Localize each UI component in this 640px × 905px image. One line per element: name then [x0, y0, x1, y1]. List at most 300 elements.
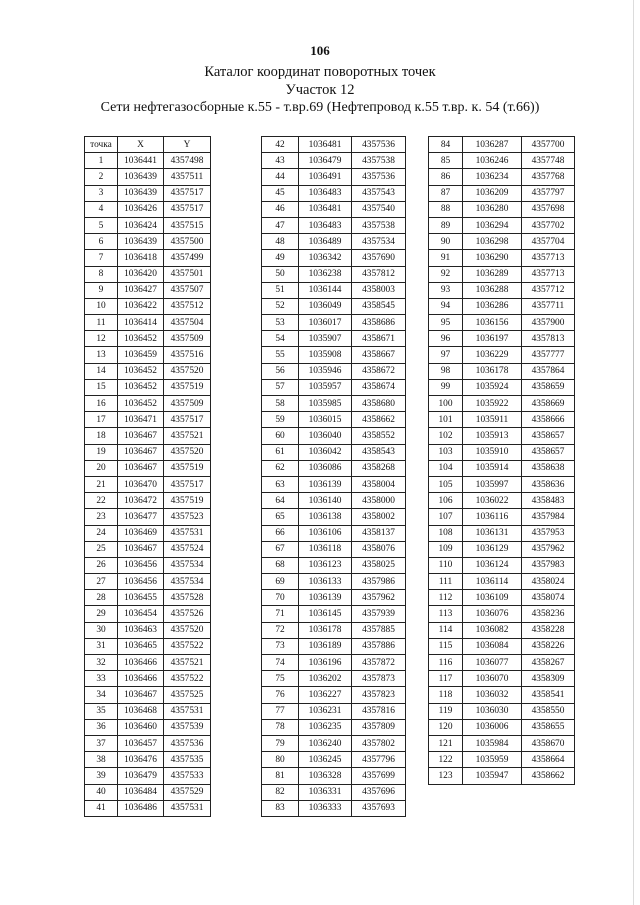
point-number: 51	[262, 282, 299, 298]
point-number: 55	[262, 347, 299, 363]
coord-y: 4357711	[522, 298, 575, 314]
coord-y: 4357690	[352, 250, 406, 266]
coord-x: 1036238	[299, 266, 352, 282]
coord-y: 4358636	[522, 476, 575, 492]
table-row	[262, 800, 406, 816]
coord-x: 1036486	[118, 800, 164, 816]
point-number: 74	[262, 655, 299, 671]
coord-y: 4357813	[522, 331, 575, 347]
table-row	[429, 185, 575, 201]
coord-x: 1036286	[463, 298, 522, 314]
point-number: 92	[429, 266, 463, 282]
coord-x: 1036049	[299, 298, 352, 314]
coord-x: 1036479	[118, 768, 164, 784]
table-header-row	[85, 137, 211, 153]
table-row	[85, 396, 211, 412]
table-row	[429, 606, 575, 622]
coord-y: 4357524	[164, 541, 211, 557]
coord-x: 1036467	[118, 687, 164, 703]
coord-x: 1036109	[463, 590, 522, 606]
coord-y: 4357523	[164, 509, 211, 525]
coord-x: 1036452	[118, 331, 164, 347]
coord-x: 1035997	[463, 476, 522, 492]
coord-x: 1035914	[463, 460, 522, 476]
table-row	[262, 379, 406, 395]
coord-x: 1036333	[299, 800, 352, 816]
coord-y: 4358025	[352, 557, 406, 573]
coord-x: 1036082	[463, 622, 522, 638]
point-number: 57	[262, 379, 299, 395]
coord-x: 1036290	[463, 250, 522, 266]
coord-y: 4357986	[352, 574, 406, 590]
table-row	[85, 266, 211, 282]
network-subtitle: Сети нефтегазосборные к.55 - т.вр.69 (Нефтепровод к.55 т.вр. к. 54 (т.66))	[100, 100, 540, 115]
coord-y: 4357525	[164, 687, 211, 703]
table-row	[85, 638, 211, 654]
coord-y: 4358004	[352, 476, 406, 492]
table-row	[85, 719, 211, 735]
table-row	[85, 185, 211, 201]
coord-y: 4357534	[164, 574, 211, 590]
point-number: 111	[429, 574, 463, 590]
table-row	[262, 412, 406, 428]
table-row	[85, 347, 211, 363]
coord-y: 4357748	[522, 153, 575, 169]
coord-y: 4357504	[164, 315, 211, 331]
point-number: 36	[85, 719, 118, 735]
table-row	[262, 557, 406, 573]
point-number: 105	[429, 476, 463, 492]
table-row	[262, 703, 406, 719]
table-row	[85, 282, 211, 298]
coord-y: 4357713	[522, 266, 575, 282]
coord-y: 4357700	[522, 137, 575, 153]
coord-x: 1036245	[299, 752, 352, 768]
coord-x: 1036465	[118, 638, 164, 654]
table-row	[262, 250, 406, 266]
point-number: 22	[85, 493, 118, 509]
coord-y: 4357515	[164, 217, 211, 233]
coord-y: 4358236	[522, 606, 575, 622]
table-row	[429, 137, 575, 153]
coord-y: 4357531	[164, 703, 211, 719]
point-number: 87	[429, 185, 463, 201]
table-row	[262, 541, 406, 557]
table-row	[262, 671, 406, 687]
coord-x: 1036479	[299, 153, 352, 169]
table-row	[85, 444, 211, 460]
point-number: 52	[262, 298, 299, 314]
table-row	[429, 217, 575, 233]
table-row	[429, 622, 575, 638]
coord-y: 4358074	[522, 590, 575, 606]
point-number: 97	[429, 347, 463, 363]
point-number: 85	[429, 153, 463, 169]
coord-x: 1035946	[299, 363, 352, 379]
point-number: 9	[85, 282, 118, 298]
coordinates-table-2	[261, 136, 406, 817]
coord-y: 4358541	[522, 687, 575, 703]
point-number: 53	[262, 315, 299, 331]
coord-x: 1036463	[118, 622, 164, 638]
point-number: 49	[262, 250, 299, 266]
point-number: 96	[429, 331, 463, 347]
coord-x: 1036483	[299, 217, 352, 233]
point-number: 115	[429, 638, 463, 654]
point-number: 37	[85, 735, 118, 751]
coord-y: 4357519	[164, 460, 211, 476]
point-number: 50	[262, 266, 299, 282]
coord-x: 1035985	[299, 396, 352, 412]
coord-y: 4357953	[522, 525, 575, 541]
coord-x: 1036470	[118, 476, 164, 492]
coord-y: 4357983	[522, 557, 575, 573]
coord-y: 4357509	[164, 396, 211, 412]
coord-y: 4358552	[352, 428, 406, 444]
coord-y: 4357521	[164, 428, 211, 444]
coord-y: 4358003	[352, 282, 406, 298]
table-row	[429, 752, 575, 768]
coord-y: 4357872	[352, 655, 406, 671]
coord-y: 4357521	[164, 655, 211, 671]
coord-x: 1035910	[463, 444, 522, 460]
coord-y: 4358543	[352, 444, 406, 460]
coord-y: 4358545	[352, 298, 406, 314]
coord-x: 1036471	[118, 412, 164, 428]
table-row	[262, 266, 406, 282]
table-row	[85, 703, 211, 719]
table-row	[262, 622, 406, 638]
point-number: 120	[429, 719, 463, 735]
table-row	[85, 363, 211, 379]
point-number: 78	[262, 719, 299, 735]
scan-edge	[633, 0, 634, 905]
coord-y: 4358662	[522, 768, 575, 784]
point-number: 86	[429, 169, 463, 185]
table-row	[85, 655, 211, 671]
coord-y: 4358000	[352, 493, 406, 509]
coord-x: 1036457	[118, 735, 164, 751]
point-number: 110	[429, 557, 463, 573]
point-number: 94	[429, 298, 463, 314]
coord-x: 1036298	[463, 234, 522, 250]
coordinates-table-3	[428, 136, 575, 785]
table-row	[262, 234, 406, 250]
table-row	[85, 460, 211, 476]
table-row	[262, 590, 406, 606]
table-row	[429, 169, 575, 185]
page-number: 106	[310, 43, 330, 58]
coord-y: 4358024	[522, 574, 575, 590]
coord-y: 4357500	[164, 234, 211, 250]
point-number: 123	[429, 768, 463, 784]
point-number: 27	[85, 574, 118, 590]
point-number: 122	[429, 752, 463, 768]
coord-x: 1036178	[463, 363, 522, 379]
table-row	[85, 428, 211, 444]
point-number: 114	[429, 622, 463, 638]
coord-x: 1036456	[118, 574, 164, 590]
point-number: 66	[262, 525, 299, 541]
coord-y: 4358226	[522, 638, 575, 654]
table-row	[262, 331, 406, 347]
table-row	[262, 655, 406, 671]
point-number: 14	[85, 363, 118, 379]
table-row	[85, 768, 211, 784]
coord-y: 4357713	[522, 250, 575, 266]
coord-x: 1036477	[118, 509, 164, 525]
point-number: 103	[429, 444, 463, 460]
table-row	[262, 768, 406, 784]
header-point: точка	[85, 137, 118, 153]
point-number: 56	[262, 363, 299, 379]
coord-x: 1036106	[299, 525, 352, 541]
table-row	[85, 250, 211, 266]
table-row	[85, 687, 211, 703]
table-row	[262, 363, 406, 379]
point-number: 31	[85, 638, 118, 654]
coord-x: 1036032	[463, 687, 522, 703]
coord-x: 1036466	[118, 671, 164, 687]
point-number: 101	[429, 412, 463, 428]
coord-y: 4357520	[164, 444, 211, 460]
table-row	[262, 153, 406, 169]
coord-y: 4357539	[164, 719, 211, 735]
coord-x: 1036189	[299, 638, 352, 654]
table-row	[85, 557, 211, 573]
point-number: 20	[85, 460, 118, 476]
coord-y: 4357768	[522, 169, 575, 185]
point-number: 12	[85, 331, 118, 347]
point-number: 63	[262, 476, 299, 492]
point-number: 15	[85, 379, 118, 395]
coord-x: 1036040	[299, 428, 352, 444]
table-row	[429, 412, 575, 428]
table-row	[429, 379, 575, 395]
coord-y: 4357538	[352, 153, 406, 169]
point-number: 113	[429, 606, 463, 622]
coord-y: 4357696	[352, 784, 406, 800]
coord-x: 1036439	[118, 169, 164, 185]
coord-x: 1036197	[463, 331, 522, 347]
coord-x: 1035911	[463, 412, 522, 428]
coord-x: 1036006	[463, 719, 522, 735]
table-row	[429, 153, 575, 169]
coord-y: 4358674	[352, 379, 406, 395]
coord-y: 4358671	[352, 331, 406, 347]
point-number: 24	[85, 525, 118, 541]
coord-y: 4357509	[164, 331, 211, 347]
table-row	[262, 735, 406, 751]
point-number: 90	[429, 234, 463, 250]
table-row	[262, 282, 406, 298]
coord-x: 1036042	[299, 444, 352, 460]
table-row	[262, 347, 406, 363]
coord-y: 4357693	[352, 800, 406, 816]
coord-x: 1036328	[299, 768, 352, 784]
coord-y: 4357529	[164, 784, 211, 800]
coord-x: 1036467	[118, 460, 164, 476]
coord-x: 1036202	[299, 671, 352, 687]
table-row	[262, 315, 406, 331]
coord-y: 4357534	[164, 557, 211, 573]
coord-x: 1035959	[463, 752, 522, 768]
point-number: 4	[85, 201, 118, 217]
table-row	[262, 784, 406, 800]
coord-x: 1036131	[463, 525, 522, 541]
coord-x: 1036235	[299, 719, 352, 735]
coord-x: 1036467	[118, 541, 164, 557]
coord-x: 1036452	[118, 379, 164, 395]
point-number: 76	[262, 687, 299, 703]
coord-y: 4358670	[522, 735, 575, 751]
table-row	[429, 476, 575, 492]
coord-y: 4357507	[164, 282, 211, 298]
coord-x: 1036144	[299, 282, 352, 298]
point-number: 108	[429, 525, 463, 541]
coord-y: 4358672	[352, 363, 406, 379]
table-row	[85, 606, 211, 622]
coord-x: 1035984	[463, 735, 522, 751]
coord-y: 4357533	[164, 768, 211, 784]
table-row	[429, 460, 575, 476]
table-row	[262, 493, 406, 509]
point-number: 88	[429, 201, 463, 217]
point-number: 61	[262, 444, 299, 460]
table-row	[262, 509, 406, 525]
coord-x: 1036178	[299, 622, 352, 638]
point-number: 83	[262, 800, 299, 816]
catalog-title: Каталог координат поворотных точек	[204, 64, 436, 80]
coord-y: 4357499	[164, 250, 211, 266]
coord-y: 4357962	[352, 590, 406, 606]
coord-x: 1036209	[463, 185, 522, 201]
point-number: 59	[262, 412, 299, 428]
point-number: 104	[429, 460, 463, 476]
coord-y: 4357520	[164, 363, 211, 379]
point-number: 62	[262, 460, 299, 476]
coord-x: 1036439	[118, 234, 164, 250]
table-row	[262, 169, 406, 185]
point-number: 28	[85, 590, 118, 606]
coord-y: 4358669	[522, 396, 575, 412]
coord-y: 4358686	[352, 315, 406, 331]
coord-y: 4357816	[352, 703, 406, 719]
table-row	[429, 331, 575, 347]
coord-x: 1035908	[299, 347, 352, 363]
point-number: 16	[85, 396, 118, 412]
coord-y: 4357939	[352, 606, 406, 622]
section-title: Участок 12	[285, 82, 355, 98]
point-number: 41	[85, 800, 118, 816]
coord-y: 4358657	[522, 428, 575, 444]
coord-x: 1036468	[118, 703, 164, 719]
coord-y: 4357812	[352, 266, 406, 282]
point-number: 91	[429, 250, 463, 266]
coord-y: 4357698	[522, 201, 575, 217]
coord-y: 4358268	[352, 460, 406, 476]
point-number: 72	[262, 622, 299, 638]
table-row	[429, 719, 575, 735]
table-row	[429, 444, 575, 460]
table-row	[262, 687, 406, 703]
table-row	[429, 655, 575, 671]
table-row	[85, 752, 211, 768]
coord-y: 4358659	[522, 379, 575, 395]
coord-y: 4357522	[164, 671, 211, 687]
table-row	[85, 201, 211, 217]
point-number: 38	[85, 752, 118, 768]
coord-x: 1036231	[299, 703, 352, 719]
point-number: 64	[262, 493, 299, 509]
table-row	[85, 331, 211, 347]
coord-x: 1036124	[463, 557, 522, 573]
coord-y: 4357535	[164, 752, 211, 768]
coord-y: 4357823	[352, 687, 406, 703]
coord-x: 1036422	[118, 298, 164, 314]
table-row	[262, 476, 406, 492]
coord-y: 4357511	[164, 169, 211, 185]
point-number: 73	[262, 638, 299, 654]
table-row	[429, 735, 575, 751]
coord-y: 4357512	[164, 298, 211, 314]
point-number: 95	[429, 315, 463, 331]
table-row	[429, 574, 575, 590]
table-row	[262, 525, 406, 541]
point-number: 29	[85, 606, 118, 622]
coord-y: 4357522	[164, 638, 211, 654]
coord-x: 1035922	[463, 396, 522, 412]
point-number: 75	[262, 671, 299, 687]
coord-y: 4357540	[352, 201, 406, 217]
coord-y: 4358267	[522, 655, 575, 671]
table-row	[85, 217, 211, 233]
coord-x: 1036469	[118, 525, 164, 541]
point-number: 30	[85, 622, 118, 638]
table-row	[429, 638, 575, 654]
coord-x: 1036476	[118, 752, 164, 768]
point-number: 46	[262, 201, 299, 217]
point-number: 18	[85, 428, 118, 444]
point-number: 81	[262, 768, 299, 784]
coord-y: 4357796	[352, 752, 406, 768]
coord-y: 4357517	[164, 412, 211, 428]
point-number: 102	[429, 428, 463, 444]
coord-x: 1036086	[299, 460, 352, 476]
table-row	[429, 315, 575, 331]
table-row	[85, 169, 211, 185]
table-row	[85, 574, 211, 590]
coord-y: 4357962	[522, 541, 575, 557]
coord-y: 4357536	[352, 137, 406, 153]
point-number: 116	[429, 655, 463, 671]
point-number: 70	[262, 590, 299, 606]
point-number: 106	[429, 493, 463, 509]
table-row	[262, 574, 406, 590]
coord-y: 4357984	[522, 509, 575, 525]
coord-x: 1036156	[463, 315, 522, 331]
point-number: 1	[85, 153, 118, 169]
coord-y: 4357699	[352, 768, 406, 784]
point-number: 82	[262, 784, 299, 800]
table-row	[85, 153, 211, 169]
table-row	[262, 719, 406, 735]
coord-x: 1036424	[118, 217, 164, 233]
coord-x: 1036331	[299, 784, 352, 800]
coord-x: 1036070	[463, 671, 522, 687]
coord-y: 4357809	[352, 719, 406, 735]
point-number: 17	[85, 412, 118, 428]
